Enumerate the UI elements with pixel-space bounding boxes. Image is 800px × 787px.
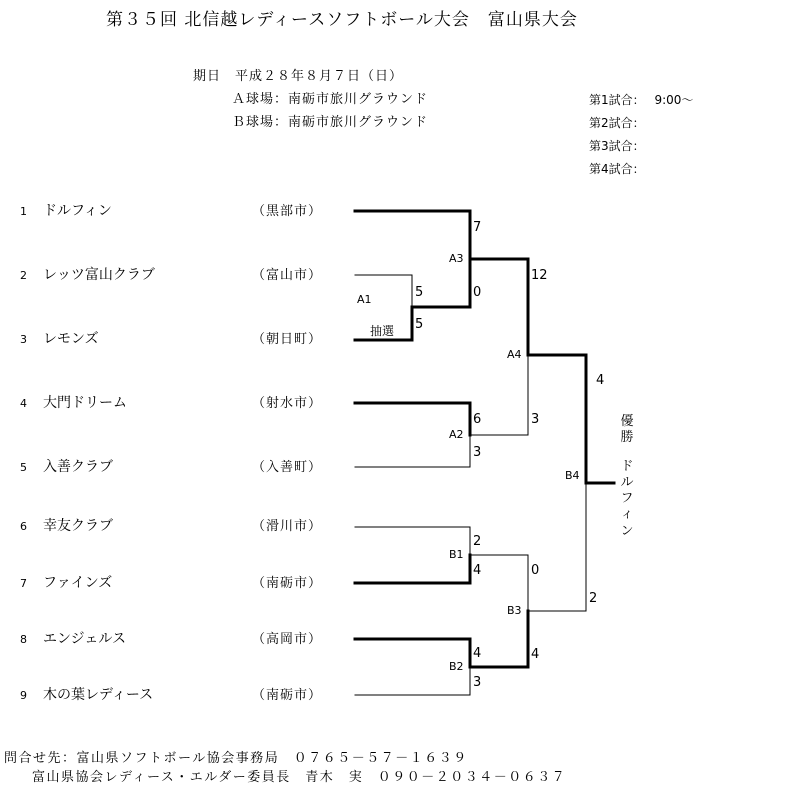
field-a-venue: Ａ球場：南砺市旅川グラウンド xyxy=(232,92,429,107)
champion-name-char: フ xyxy=(620,491,634,506)
score-b4-bottom: 2 xyxy=(589,591,598,606)
team-name: 幸友クラブ xyxy=(43,518,113,534)
team-city: （高岡市） xyxy=(252,632,323,647)
team-number: 7 xyxy=(20,577,27,590)
match-note-a1: 抽選 xyxy=(370,324,395,338)
team-city: （滑川市） xyxy=(252,519,323,534)
match-label-b3: B3 xyxy=(507,604,522,617)
schedule-label: 第1試合： xyxy=(589,93,645,107)
schedule-label: 第2試合： xyxy=(589,116,645,130)
bracket-line-b3-out xyxy=(528,483,586,611)
score-a1-bottom: 5 xyxy=(415,317,424,332)
match-label-a3: A3 xyxy=(449,252,464,265)
team-city: （南砺市） xyxy=(252,576,323,591)
team-name: ファインズ xyxy=(43,575,113,591)
schedule-label: 第4試合： xyxy=(589,162,645,176)
score-b1-bottom: 4 xyxy=(473,563,482,578)
team-number: 9 xyxy=(20,689,27,702)
schedule-label: 第3試合： xyxy=(589,139,645,153)
score-a4-bottom: 3 xyxy=(531,412,540,427)
team-name: エンジェルス xyxy=(43,631,126,647)
champion-name-char: ン xyxy=(620,523,634,539)
score-b2-top: 4 xyxy=(473,646,482,661)
team-city: （富山市） xyxy=(252,268,323,283)
score-b3-top: 0 xyxy=(531,563,540,578)
match-label-b4: B4 xyxy=(565,469,580,482)
score-a2-top: 6 xyxy=(473,412,482,427)
team-number: 4 xyxy=(20,397,27,410)
champion-label-char: 優 xyxy=(620,414,634,429)
score-a1-top: 5 xyxy=(415,285,424,300)
team-name: レモンズ xyxy=(43,331,99,347)
schedule-time: 9:00～ xyxy=(654,93,694,107)
team-name: 木の葉レディース xyxy=(43,687,154,703)
bracket-line-a3-out xyxy=(470,259,528,355)
contact-line-2: 富山県協会レディース・エルダー委員長 青木 実 ０９０－２０３４－０６３７ xyxy=(32,770,567,785)
champion-name-char: ド xyxy=(620,458,634,474)
team-city: （南砺市） xyxy=(252,688,323,703)
team-name: ドルフィン xyxy=(43,203,112,219)
page-title: 第３５回 北信越レディースソフトボール大会 富山県大会 xyxy=(106,10,578,30)
score-b3-bottom: 4 xyxy=(531,647,540,662)
event-date: 期日 平成２８年８月７日（日） xyxy=(193,69,404,84)
team-name: レッツ富山クラブ xyxy=(43,267,155,283)
champion-label-char: 勝 xyxy=(620,430,634,446)
team-number: 3 xyxy=(20,333,27,346)
team-number: 2 xyxy=(20,269,27,282)
team-number: 1 xyxy=(20,205,27,218)
score-a4-top: 12 xyxy=(531,268,548,283)
score-b2-bottom: 3 xyxy=(473,675,482,690)
champion-block xyxy=(619,414,635,540)
champion-name-char: ル xyxy=(620,474,634,490)
team-name: 大門ドリーム xyxy=(43,395,127,411)
match-label-a2: A2 xyxy=(449,428,464,441)
contact-line-1: 問合せ先：富山県ソフトボール協会事務局 ０７６５－５７－１６３９ xyxy=(4,751,468,766)
champion-name-char: ィ xyxy=(620,507,634,523)
field-b-venue: Ｂ球場：南砺市旅川グラウンド xyxy=(232,115,429,130)
team-city: （朝日町） xyxy=(252,332,323,347)
team-number: 6 xyxy=(20,520,27,533)
score-b1-top: 2 xyxy=(473,534,482,549)
score-a2-bottom: 3 xyxy=(473,445,482,460)
score-a3-top: 7 xyxy=(473,220,482,235)
team-city: （黒部市） xyxy=(252,204,323,219)
team-city: （入善町） xyxy=(252,460,323,475)
match-label-b1: B1 xyxy=(449,548,464,561)
score-a3-bottom: 0 xyxy=(473,285,482,300)
team-city: （射水市） xyxy=(252,396,323,411)
score-b4-top: 4 xyxy=(596,373,605,388)
team-name: 入善クラブ xyxy=(43,459,113,475)
match-label-a1: A1 xyxy=(357,293,372,306)
team-number: 5 xyxy=(20,461,27,474)
match-label-a4: A4 xyxy=(507,348,522,361)
team-number: 8 xyxy=(20,633,27,646)
match-label-b2: B2 xyxy=(449,660,464,673)
